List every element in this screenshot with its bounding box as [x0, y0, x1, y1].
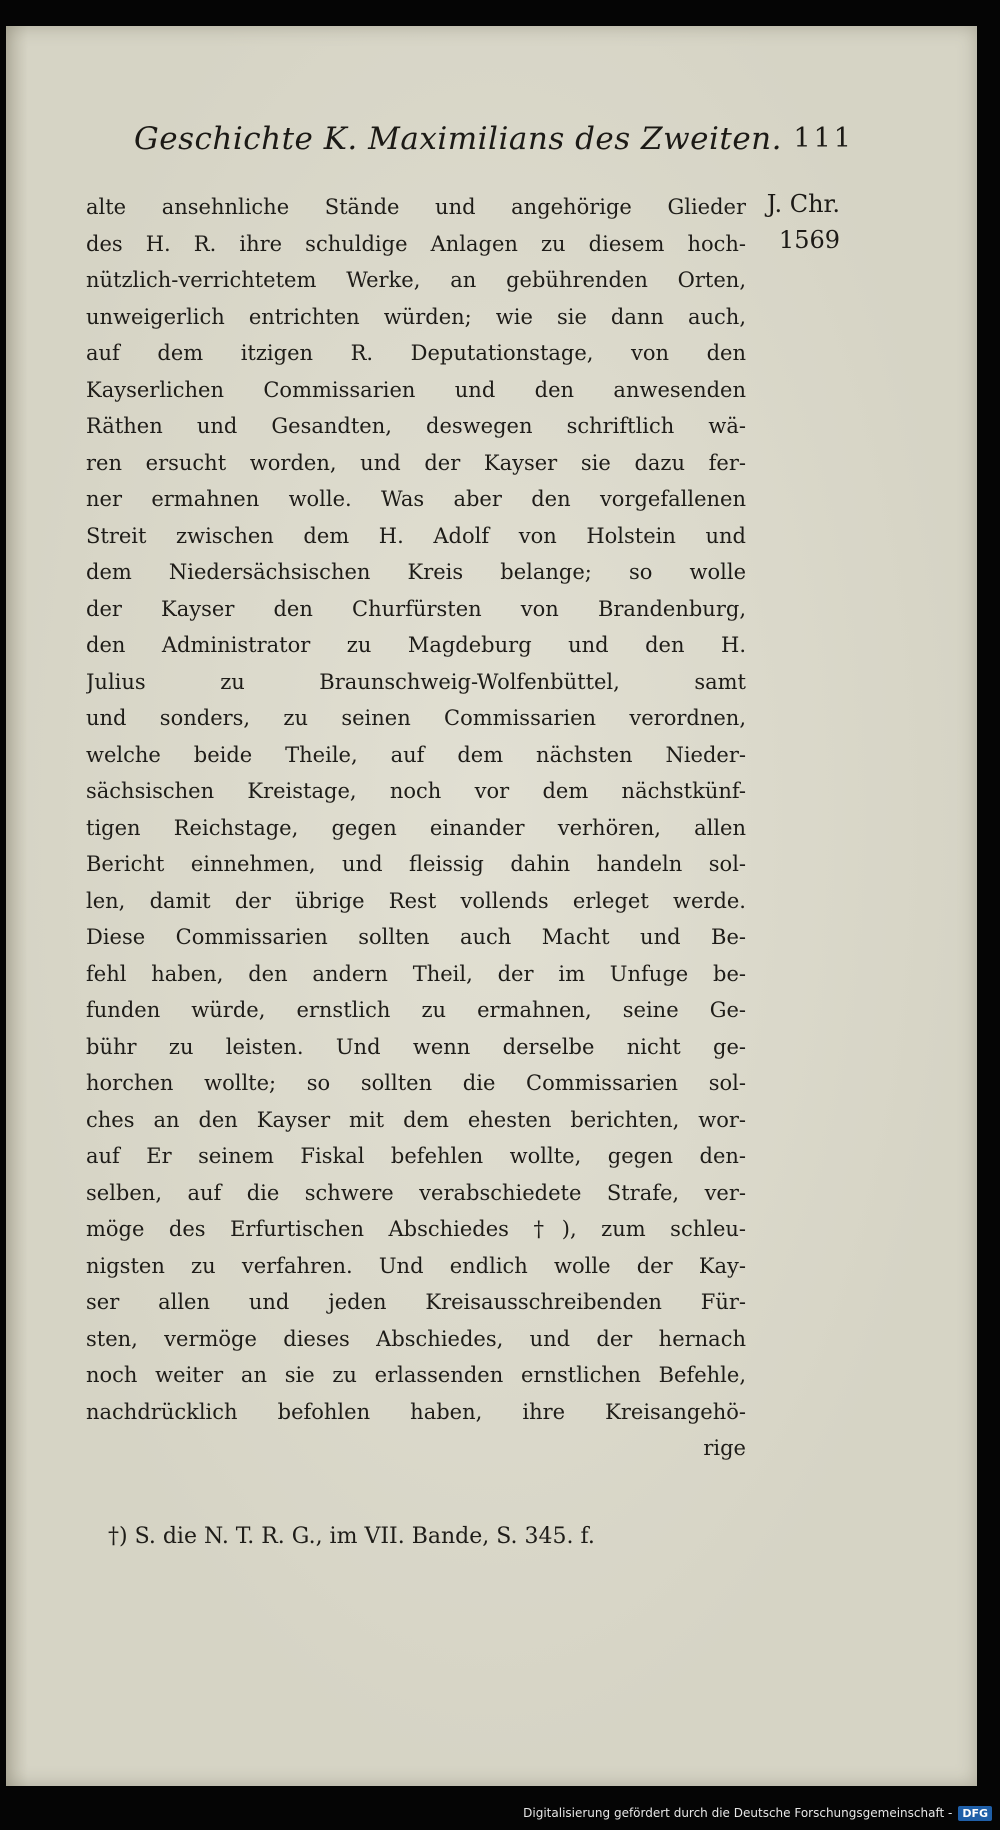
text-line: tigen Reichstage, gegen einander verhören, allen [86, 815, 746, 840]
text-line: ner ermahnen wolle. Was aber den vorgefallenen [86, 487, 746, 511]
page-header [134, 121, 854, 171]
text-line: noch weiter an sie zu erlassenden ernstlichen Befehle, [86, 1363, 746, 1387]
text-line: ser allen und jeden Kreisausschreibenden Für- [86, 1290, 746, 1314]
text-line: Streit zwischen dem H. Adolf von Holstein und [86, 523, 746, 548]
running-title: Geschichte K. Maximilians des Zweiten. [134, 121, 782, 157]
text-line: den Administrator zu Magdeburg und den H. [86, 633, 746, 657]
text-line: len, damit der übrige Rest vollends erleget werde. [86, 888, 746, 913]
text-line: unweigerlich entrichten würden; wie sie dann auch, [86, 304, 746, 329]
text-line: Julius zu Braunschweig-Wolfenbüttel, samt [86, 669, 746, 694]
text-line: nachdrücklich befohlen haben, ihre Kreisangehö- [86, 1399, 746, 1424]
text-line: dem Niedersächsischen Kreis belange; so wolle [86, 560, 746, 584]
text-line: des H. R. ihre schuldige Anlagen zu diesem hoch- [86, 231, 746, 256]
catchword: rige [703, 1436, 746, 1460]
text-line: horchen wollte; so sollten die Commissarien sol- [86, 1071, 746, 1095]
text-line: sächsischen Kreistage, noch vor dem nächstkünf- [86, 779, 746, 803]
text-line: Diese Commissarien sollten auch Macht und Be- [86, 925, 746, 949]
margin-note [756, 186, 840, 258]
text-line: nützlich-verrichtetem Werke, an gebührenden Orten, [86, 268, 746, 292]
text-line: möge des Erfurtischen Abschiedes †), zum schleu- [86, 1217, 746, 1241]
text-line: fehl haben, den andern Theil, der im Unfuge be- [86, 961, 746, 986]
text-line: auf dem itzigen R. Deputationstage, von den [86, 341, 746, 365]
text-line: der Kayser den Churfürsten von Brandenburg, [86, 596, 746, 621]
text-line: selben, auf die schwere verabschiedete Strafe, ver- [86, 1180, 746, 1205]
body-text [86, 189, 746, 1467]
text-line: sten, vermöge dieses Abschiedes, und der hernach [86, 1326, 746, 1351]
text-line: Räthen und Gesandten, deswegen schriftlich wä- [86, 414, 746, 438]
text-line: auf Er seinem Fiskal befehlen wollte, gegen den- [86, 1144, 746, 1168]
text-line: nigsten zu verfahren. Und endlich wolle der Kay- [86, 1253, 746, 1278]
text-line: alte ansehnliche Stände und angehörige Glieder [86, 195, 746, 219]
text-line: Bericht einnehmen, und fleissig dahin handeln sol- [86, 852, 746, 876]
text-line: Kayserlichen Commissarien und den anwesenden [86, 377, 746, 402]
text-line: bühr zu leisten. Und wenn derselbe nicht ge- [86, 1034, 746, 1059]
text-line: und sonders, zu seinen Commissarien verordnen, [86, 706, 746, 730]
margin-note-year: 1569 [778, 226, 840, 254]
digitization-credit [523, 1802, 992, 1824]
dfg-logo-icon: DFG [958, 1806, 992, 1821]
book-page [6, 26, 977, 1786]
text-line: funden würde, ernstlich zu ermahnen, seine Ge- [86, 998, 746, 1022]
text-line: welche beide Theile, auf dem nächsten Nieder- [86, 742, 746, 767]
text-line: ches an den Kayser mit dem ehesten berichten, wor- [86, 1107, 746, 1132]
text-line: ren ersucht worden, und der Kayser sie dazu fer- [86, 450, 746, 475]
credit-text: Digitalisierung gefördert durch die Deutsche Forschungsgemeinschaft - [523, 1806, 953, 1820]
page-number: 111 [793, 123, 854, 154]
footnote: †) S. die N. T. R. G., im VII. Bande, S. 345. f. [108, 1524, 595, 1549]
margin-note-label: J. Chr. [766, 190, 840, 218]
